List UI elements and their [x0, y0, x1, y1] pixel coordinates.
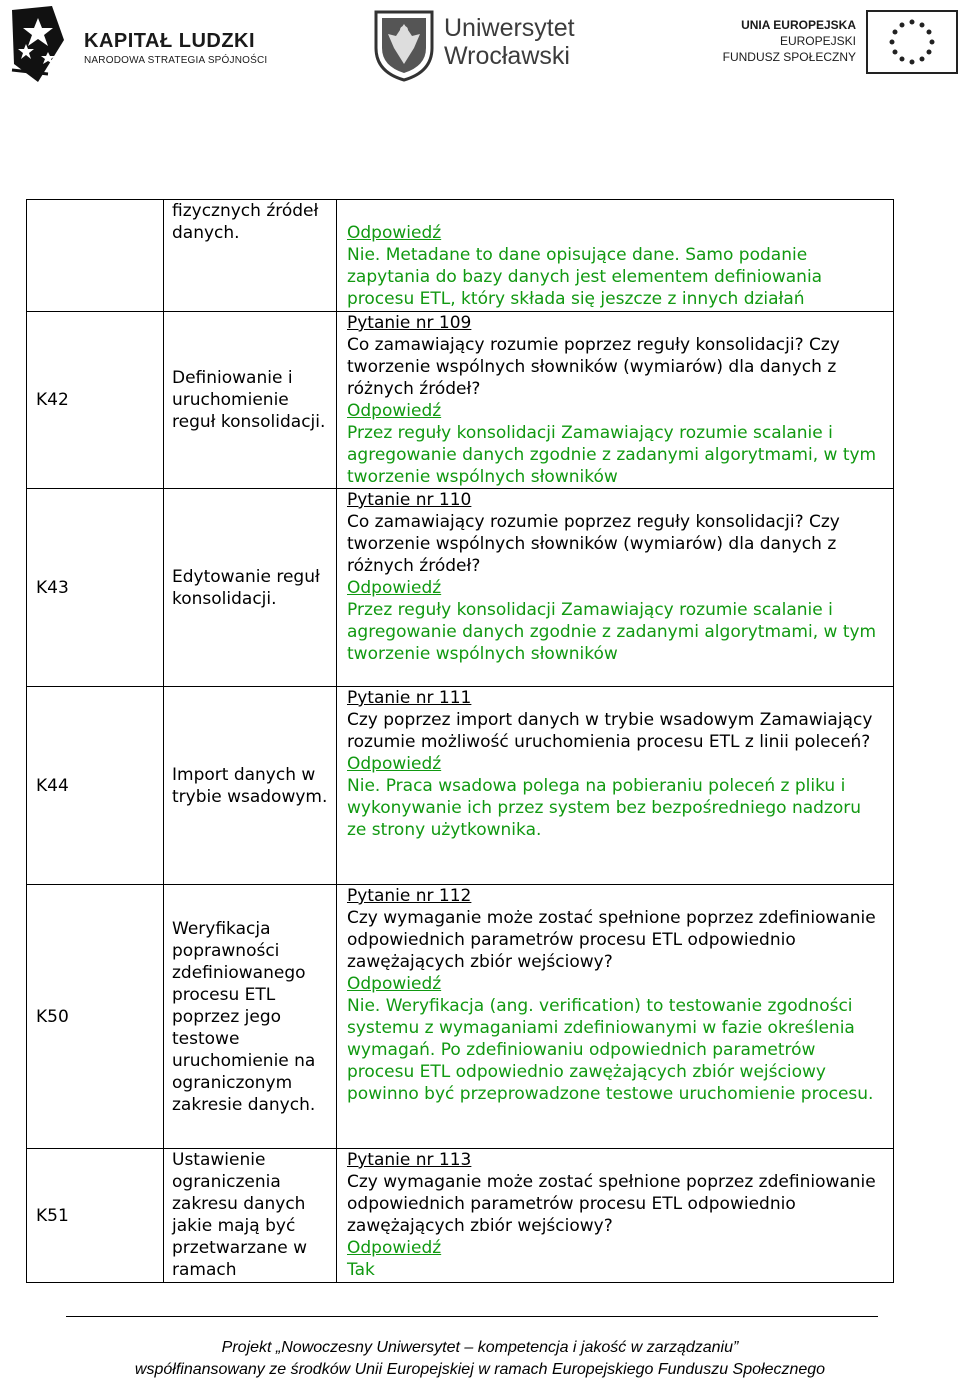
requirement-name-text: Ustawienie ograniczenia zakresu danych jakie mają być przetwarzane w ramach	[172, 1150, 308, 1280]
answer-text: Tak	[347, 1260, 375, 1280]
answer-text: Przez reguły konsolidacji Zamawiający rozumie scalanie i agregowanie danych zgodnie z zadanymi algorytmami, w tym tworzenie wspólnych słowników	[347, 600, 877, 664]
qa-cell	[337, 1149, 894, 1283]
kapital-ludzki-logo-icon	[8, 4, 80, 86]
kapital-ludzki-title: KAPITAŁ LUDZKI	[84, 30, 256, 52]
kapital-ludzki-subtitle: NARODOWA STRATEGIA SPÓJNOŚCI	[84, 55, 268, 66]
question-label: Pytanie nr 113	[347, 1150, 472, 1170]
requirement-code: K42	[27, 312, 164, 489]
question-text: Czy wymaganie może zostać spełnione poprzez zdefiniowanie odpowiednich parametrów procesu ETL odpowiednio zawężających zbiór wejściowy?	[347, 908, 876, 972]
question-text: Co zamawiający rozumie poprzez reguły konsolidacji? Czy tworzenie wspólnych słowników (wymiarów) dla danych z różnych źródeł?	[347, 335, 840, 399]
footer-funding-line: współfinansowany ze środków Unii Europejskiej w ramach Europejskiego Funduszu Społecznego	[134, 1361, 826, 1378]
table-row	[27, 312, 894, 489]
requirement-name-text: Import danych w trybie wsadowym.	[172, 764, 328, 807]
answer-label: Odpowiedź	[347, 754, 442, 774]
answer-text: Nie. Weryfikacja (ang. verification) to testowanie zgodności systemu z wymaganiami zdefiniowanymi w fazie określenia wymagań. Po zdefiniowaniu odpowiednich parametrów procesu ETL odpowiednio zawężających zbiór wejściowy powinno być przeprowadzone testowe uruchomienie procesu.	[347, 996, 874, 1104]
eu-line3: FUNDUSZ SPOŁECZNY	[722, 50, 856, 64]
requirement-name	[164, 687, 337, 885]
question-label: Pytanie nr 110	[347, 490, 472, 510]
requirement-code: K43	[27, 489, 164, 687]
answer-text: Przez reguły konsolidacji Zamawiający rozumie scalanie i agregowanie danych zgodnie z zadanymi algorytmami, w tym tworzenie wspólnych słowników	[347, 423, 877, 487]
qa-cell	[337, 885, 894, 1149]
qa-cell	[337, 489, 894, 687]
footer-divider	[66, 1316, 878, 1317]
question-label: Pytanie nr 112	[347, 886, 472, 906]
requirement-name	[164, 1149, 337, 1283]
requirement-code: K51	[27, 1149, 164, 1283]
requirement-name	[164, 489, 337, 687]
answer-text: Nie. Metadane to dane opisujące dane. Samo podanie zapytania do bazy danych jest elementem definiowania procesu ETL, który składa się jeszcze z innych działań	[347, 245, 823, 309]
question-label: Pytanie nr 109	[347, 313, 472, 333]
requirement-name	[164, 885, 337, 1149]
eu-flag-icon	[866, 10, 958, 74]
requirement-code	[27, 200, 164, 312]
qa-cell	[337, 312, 894, 489]
eu-line1: UNIA EUROPEJSKA	[741, 18, 856, 32]
requirement-name-text: Weryfikacja poprawności zdefiniowanego procesu ETL poprzez jego testowe uruchomienie na ograniczonym zakresie danych.	[172, 918, 316, 1115]
footer-project-line: Projekt „Nowoczesny Uniwersytet – kompetencja i jakość w zarządzaniu”	[221, 1339, 739, 1356]
answer-text: Nie. Praca wsadowa polega na pobieraniu poleceń z pliku i wykonywanie ich przez system bez bezpośredniego nadzoru ze strony użytkownika.	[347, 776, 862, 840]
eu-line2: EUROPEJSKI	[779, 34, 856, 48]
university-name-line2: Wrocławski	[444, 42, 570, 70]
question-text: Co zamawiający rozumie poprzez reguły konsolidacji? Czy tworzenie wspólnych słowników (wymiarów) dla danych z różnych źródeł?	[347, 512, 840, 576]
qa-cell	[337, 687, 894, 885]
table-row	[27, 200, 894, 312]
requirement-name	[164, 200, 337, 312]
answer-label: Odpowiedź	[347, 223, 442, 243]
requirement-code: K50	[27, 885, 164, 1149]
table-row	[27, 687, 894, 885]
requirement-name	[164, 312, 337, 489]
requirements-table	[26, 199, 894, 1283]
requirement-name-text: Definiowanie i uruchomienie reguł konsolidacji.	[172, 368, 326, 432]
requirement-code: K44	[27, 687, 164, 885]
answer-label: Odpowiedź	[347, 974, 442, 994]
table-row	[27, 489, 894, 687]
university-crest-icon	[372, 8, 436, 82]
requirement-name-text: fizycznych źródeł danych.	[172, 201, 319, 243]
answer-label: Odpowiedź	[347, 1238, 442, 1258]
question-text: Czy wymaganie może zostać spełnione poprzez zdefiniowanie odpowiednich parametrów procesu ETL odpowiednio zawężających zbiór wejściowy?	[347, 1172, 876, 1236]
question-label: Pytanie nr 111	[347, 688, 472, 708]
page-header	[0, 0, 960, 110]
university-name-line1: Uniwersytet	[444, 14, 575, 42]
table-row	[27, 885, 894, 1149]
answer-label: Odpowiedź	[347, 401, 442, 421]
answer-label: Odpowiedź	[347, 578, 442, 598]
qa-cell	[337, 200, 894, 312]
table-row	[27, 1149, 894, 1283]
requirement-name-text: Edytowanie reguł konsolidacji.	[172, 566, 320, 609]
question-text: Czy poprzez import danych w trybie wsadowym Zamawiający rozumie możliwość uruchomienia procesu ETL z linii poleceń?	[347, 710, 873, 752]
